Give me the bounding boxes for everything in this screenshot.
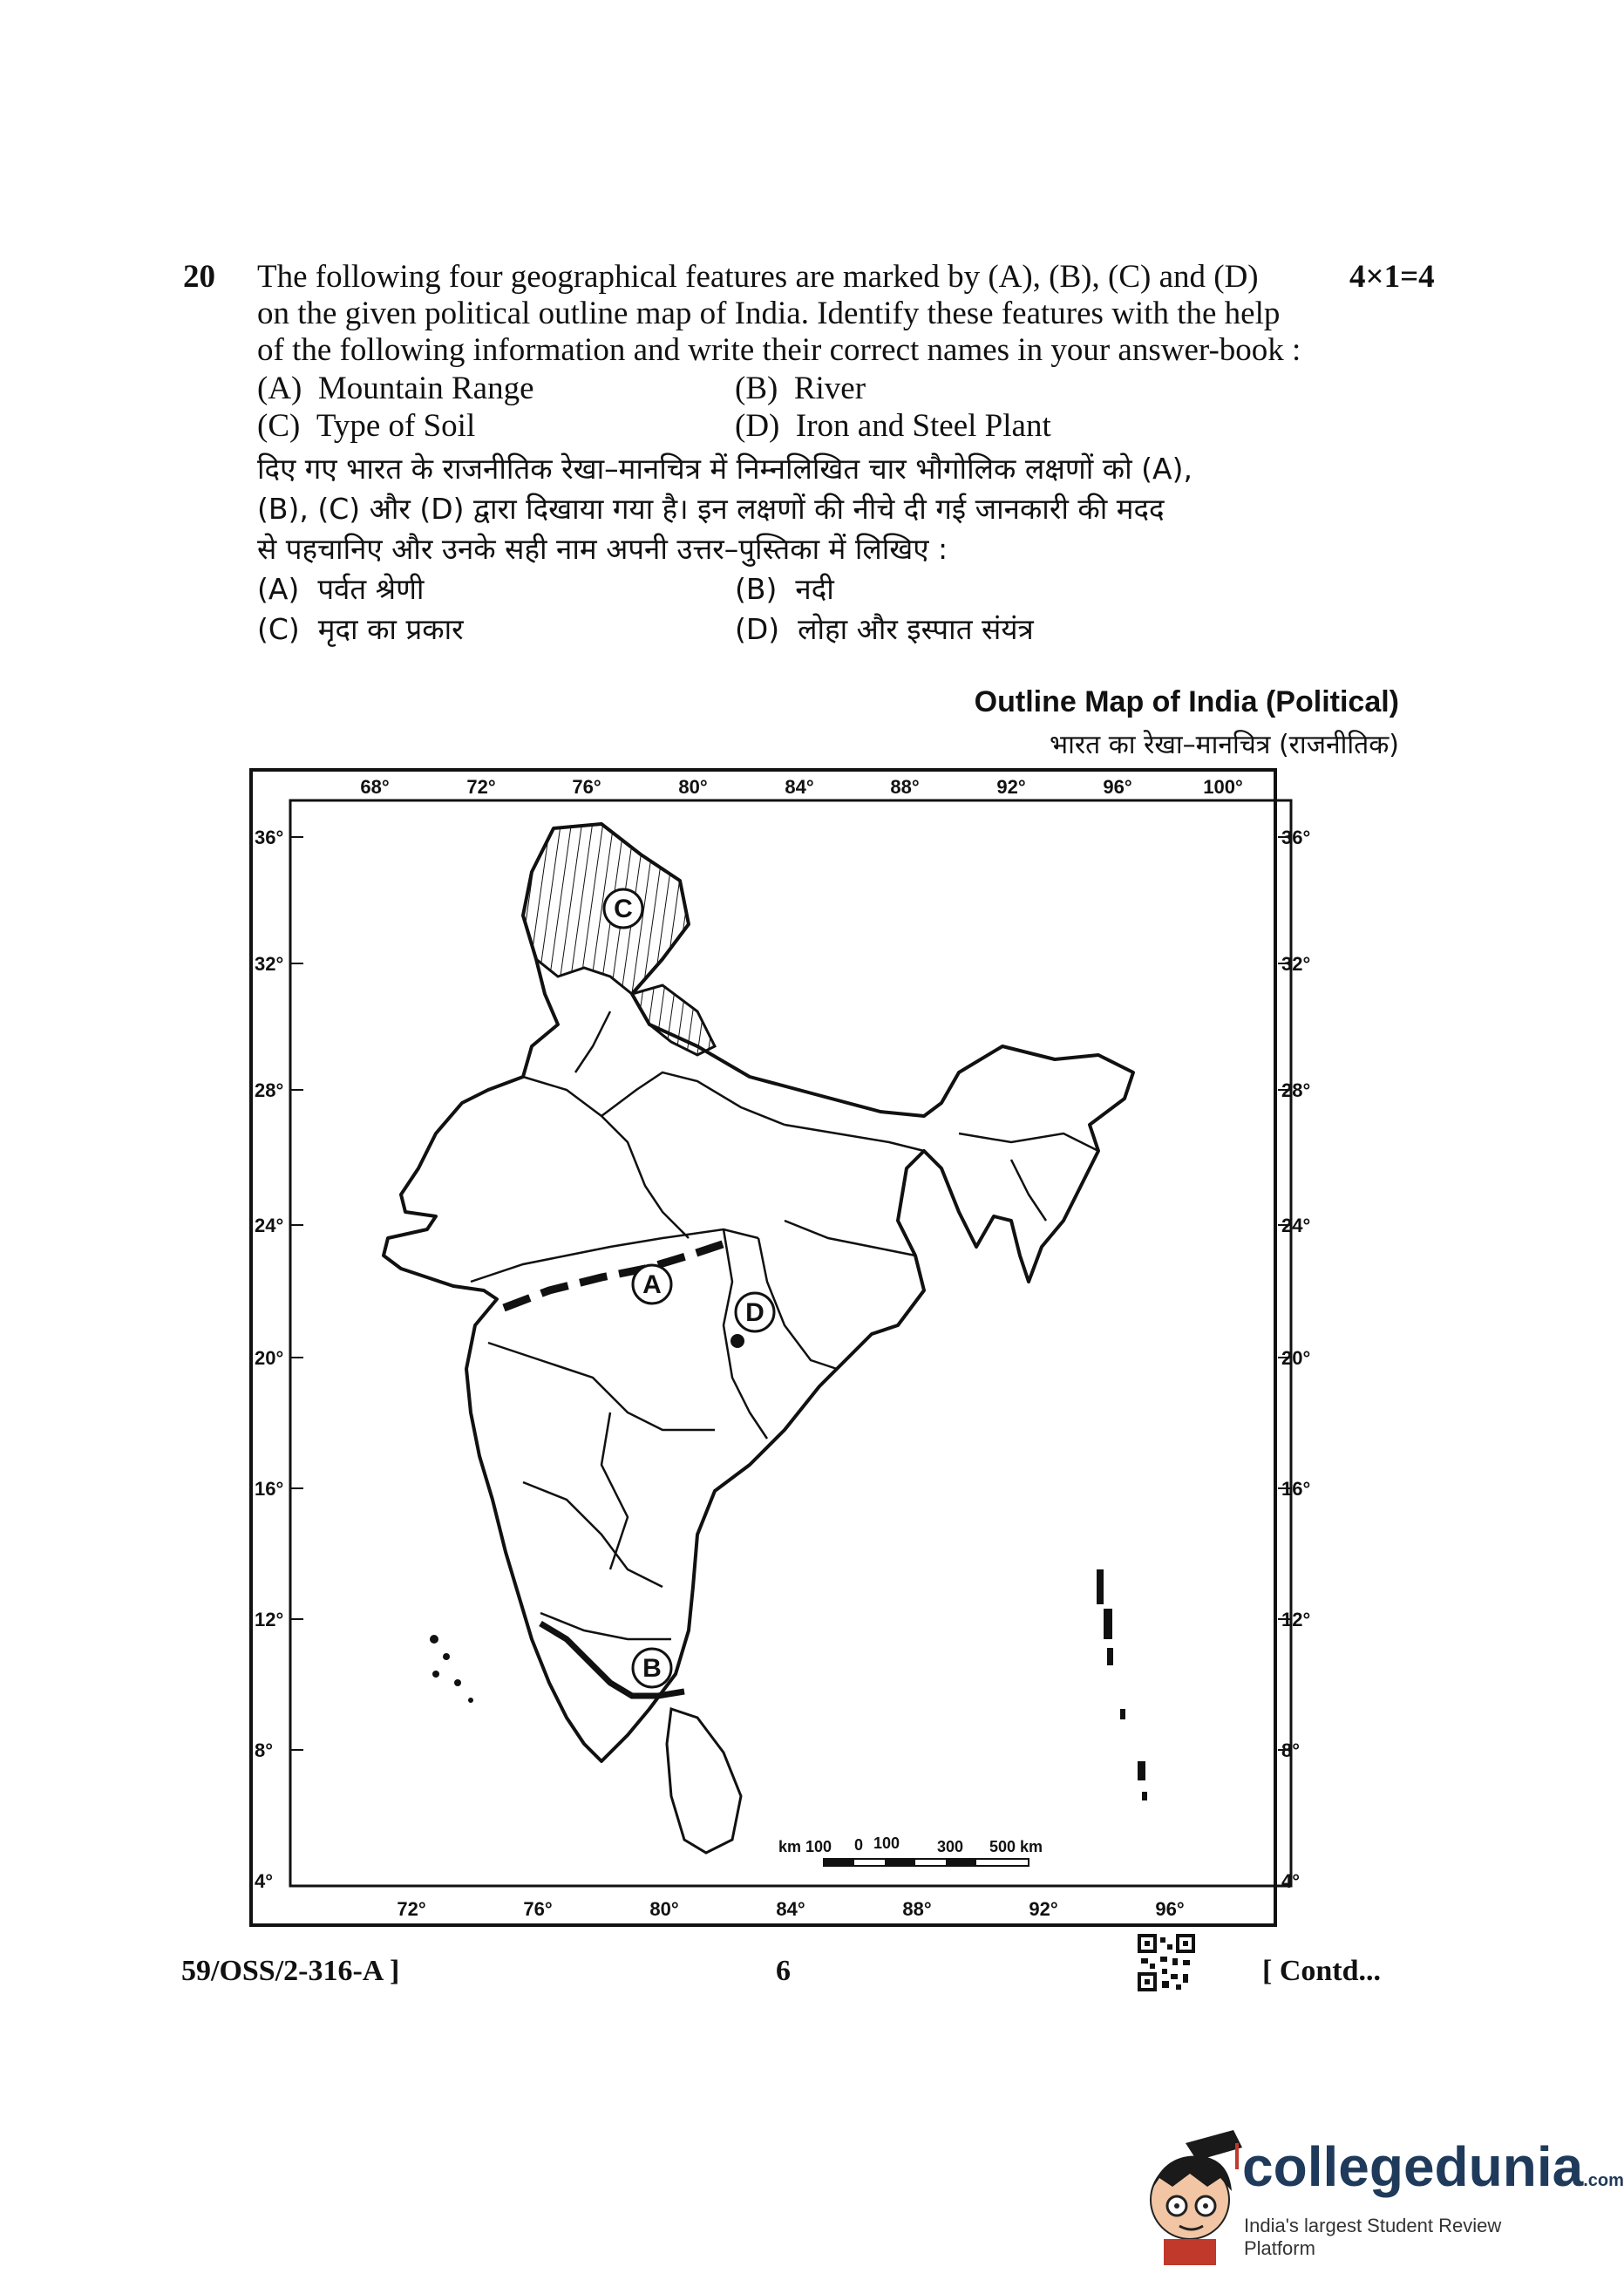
option-label: (D) [735, 408, 780, 444]
paper-code: 59/OSS/2-316-A ] [181, 1955, 400, 1987]
question-hindi-line-2: (B), (C) और (D) द्वारा दिखाया गया है। इन लक्षणों की नीचे दी गई जानकारी की मदद [257, 492, 1165, 526]
map-title: Outline Map of India (Political) [974, 685, 1399, 718]
right-tick-28: 28° [1281, 1079, 1311, 1101]
right-tick-20: 20° [1281, 1347, 1311, 1369]
bottom-tick-80: 80° [649, 1898, 679, 1920]
qr-code-icon [1138, 1934, 1195, 1991]
option-text: Type of Soil [316, 408, 476, 444]
top-tick-80: 80° [678, 776, 708, 798]
option-text: River [793, 371, 866, 406]
sri-lanka-outline [667, 1709, 741, 1853]
andaman-nicobar-islands [1097, 1569, 1147, 1800]
right-tick-32: 32° [1281, 953, 1311, 975]
hatched-soil-region-east [632, 985, 715, 1055]
bottom-tick-84: 84° [776, 1898, 805, 1920]
scale-bar [778, 1834, 1043, 1866]
marker-c [604, 889, 642, 928]
question-hindi-line-1: दिए गए भारत के राजनीतिक रेखा–मानचित्र में निम्नलिखित चार भौगोलिक लक्षणों को (A), [257, 452, 1193, 486]
top-tick-92: 92° [996, 776, 1026, 798]
scale-label-left: km 100 [778, 1838, 832, 1855]
option-text: मृदा का प्रकार [317, 612, 464, 646]
question-text-line-2: on the given political outline map of India. Identify these features with the help [257, 296, 1281, 331]
tick-marks [290, 837, 1291, 1750]
map-title-hindi: भारत का रेखा–मानचित्र (राजनीतिक) [1049, 730, 1399, 760]
option-label: (C) [257, 408, 301, 444]
state-borders [471, 1011, 1098, 1639]
option-label: (B) [735, 371, 778, 406]
option-text: पर्वत श्रेणी [317, 572, 425, 606]
right-tick-8: 8° [1281, 1739, 1301, 1761]
right-tick-24: 24° [1281, 1215, 1311, 1236]
marker-c-label: C [614, 895, 633, 923]
bottom-tick-72: 72° [397, 1898, 426, 1920]
marker-b-label: B [642, 1654, 662, 1683]
scale-label-zero: 0 [854, 1836, 864, 1854]
scale-label-500: 500 km [989, 1838, 1043, 1855]
scale-label-100: 100 [873, 1834, 900, 1852]
marker-a-label: A [642, 1270, 662, 1299]
right-tick-36: 36° [1281, 827, 1311, 848]
question-text-line-3: of the following information and write their correct names in your answer-book : [257, 332, 1301, 368]
left-tick-24: 24° [255, 1215, 284, 1236]
top-tick-84: 84° [785, 776, 814, 798]
feature-a-dashed-range [504, 1242, 728, 1308]
top-tick-72: 72° [466, 776, 496, 798]
marker-a [633, 1265, 671, 1303]
feature-d-point [730, 1334, 744, 1348]
option-label: (B) [735, 572, 778, 606]
right-tick-16: 16° [1281, 1478, 1311, 1500]
top-tick-68: 68° [360, 776, 390, 798]
option-label: (C) [257, 612, 300, 646]
marker-b [633, 1649, 671, 1687]
page-number: 6 [776, 1955, 791, 1987]
top-tick-88: 88° [890, 776, 920, 798]
left-tick-20: 20° [255, 1347, 284, 1369]
left-tick-36: 36° [255, 827, 284, 848]
right-tick-12: 12° [1281, 1609, 1311, 1630]
question-marks: 4×1=4 [1349, 259, 1435, 295]
option-label: (A) [257, 572, 300, 606]
left-tick-32: 32° [255, 953, 284, 975]
question-text-line-1: The following four geographical features are marked by (A), (B), (C) and (D) [257, 259, 1259, 295]
left-tick-28: 28° [255, 1079, 284, 1101]
top-tick-96: 96° [1103, 776, 1132, 798]
option-text: नदी [795, 572, 834, 606]
option-label: (A) [257, 371, 302, 406]
option-text: Mountain Range [317, 371, 534, 406]
left-tick-labels [255, 827, 283, 1892]
collegedunia-wordmark [1242, 2134, 1624, 2199]
left-tick-16: 16° [255, 1478, 284, 1500]
right-tick-4: 4° [1281, 1870, 1301, 1892]
collegedunia-tagline: India's largest Student Review Platform [1244, 2215, 1502, 2259]
bottom-tick-76: 76° [523, 1898, 553, 1920]
lakshadweep-islands [430, 1635, 473, 1703]
marker-d [736, 1293, 774, 1331]
bottom-tick-88: 88° [902, 1898, 932, 1920]
option-label: (D) [735, 612, 780, 646]
bottom-tick-labels [397, 1898, 1184, 1920]
map-outer-frame [251, 770, 1275, 1925]
left-tick-8: 8° [255, 1739, 274, 1761]
marker-d-label: D [745, 1298, 764, 1327]
collegedunia-mascot-logo [1138, 2126, 1247, 2265]
brand-suffix: .com [1583, 2171, 1624, 2190]
right-tick-labels [1281, 827, 1310, 1892]
option-text: Iron and Steel Plant [795, 408, 1051, 444]
left-tick-12: 12° [255, 1609, 284, 1630]
bottom-tick-92: 92° [1029, 1898, 1058, 1920]
map-inner-frame [290, 800, 1291, 1886]
top-tick-100: 100° [1203, 776, 1243, 798]
option-text: लोहा और इस्पात संयंत्र [798, 612, 1034, 646]
question-number: 20 [183, 259, 215, 295]
top-tick-76: 76° [572, 776, 601, 798]
scale-label-300: 300 [937, 1838, 964, 1855]
brand-name: collegedunia [1242, 2135, 1584, 2198]
contd-marker: [ Contd... [1262, 1955, 1382, 1987]
left-tick-4: 4° [255, 1870, 274, 1892]
bottom-tick-96: 96° [1155, 1898, 1185, 1920]
question-hindi-line-3: से पहचानिए और उनके सही नाम अपनी उत्तर–पुस्तिका में लिखिए : [257, 532, 948, 566]
top-tick-labels [360, 776, 1242, 798]
